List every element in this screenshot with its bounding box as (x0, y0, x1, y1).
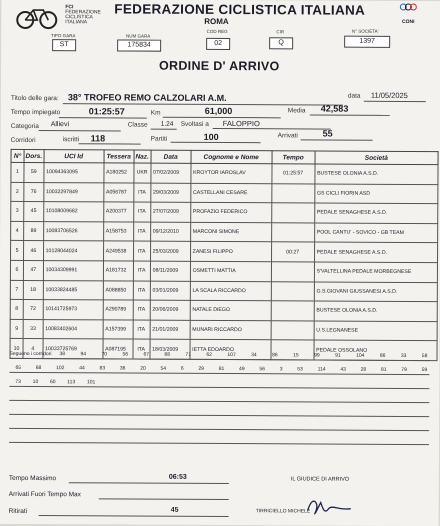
code-label: CIR (276, 29, 285, 35)
uci-id-cell: 10108009682 (43, 202, 103, 222)
team-cell: U.S.LEGNANESE (314, 321, 437, 341)
follower-bib: 34 (251, 352, 257, 359)
followers-line-3 (15, 379, 95, 385)
bib-cell: 76 (24, 182, 44, 202)
rider-name-cell: MUNARI RICCARDO (190, 320, 271, 340)
average-value: 42,583 (320, 103, 349, 114)
uci-id-cell: 10083402604 (43, 319, 103, 339)
federation-city: ROMA (204, 16, 229, 27)
logo-text-line: CICLISTICA (65, 14, 93, 21)
birthdate-cell: 27/07/2009 (150, 202, 190, 222)
rider-name-cell: NATALE DIEGO (190, 300, 271, 320)
column-header: Tessera (104, 150, 134, 163)
average-label: Media (287, 107, 306, 115)
started-value: 100 (203, 131, 219, 142)
time-cell (271, 281, 314, 301)
follower-bib: 113 (67, 379, 76, 386)
team-cell: PEDALE SENAGHESE A.S.D. (314, 203, 437, 223)
column-header: Società (315, 151, 438, 165)
follower-bib: 29 (198, 365, 204, 372)
follower-bib: 58 (421, 353, 428, 360)
coni-label: CONI (401, 18, 415, 26)
follower-bib: 81 (218, 365, 225, 373)
retired-value: 45 (170, 506, 179, 514)
follower-bib: 70 (101, 351, 108, 358)
team-cell: G.S.GIOVANI GIUSSANESI A.S.D. (314, 282, 437, 302)
time-value: 01:25:57 (88, 106, 125, 117)
follower-bib: 56 (122, 351, 129, 358)
license-cell: A087195 (103, 339, 133, 359)
table-row (10, 300, 437, 322)
follower-bib: 73 (15, 378, 21, 385)
judge-label: IL GIUDICE DI ARRIVO (290, 476, 350, 483)
results-table (9, 149, 438, 361)
uci-id-cell: 10033725769 (43, 339, 103, 359)
rider-name-cell: IETTA EDOARDO (190, 340, 271, 360)
follower-bib: 3 (279, 366, 283, 373)
follower-bib: 107 (227, 352, 236, 359)
follower-bib: 86 (272, 352, 278, 359)
rider-name-cell: MARCONI SIMONE (190, 222, 271, 242)
follower-bib: 10 (32, 379, 39, 386)
federation-title: FEDERAZIONE CICLISTICA ITALIANA (114, 1, 366, 18)
max-time-value: 06:53 (168, 473, 187, 481)
table-row (11, 221, 438, 243)
started-label: Partiti (150, 135, 168, 143)
rider-name-cell: CASTELLANI CESARE (190, 183, 271, 203)
logo-text-line: FCI (65, 4, 74, 11)
follower-bib: 81 (380, 366, 387, 373)
nation-cell: ITA (133, 183, 150, 203)
judge-name: TIRRICIELLO MICHELE (255, 508, 311, 515)
riders-label: Corridori (10, 136, 36, 145)
column-header: Data (151, 150, 191, 163)
rider-name-cell: LA SCALA RICCARDO (190, 281, 271, 301)
position-cell: 10 (10, 339, 23, 359)
column-header: Tempo (272, 151, 315, 164)
time-cell: 00:27 (271, 242, 314, 262)
position-cell: 4 (11, 221, 24, 241)
follower-bib: 53 (297, 366, 303, 373)
bib-cell: 47 (23, 260, 43, 280)
rider-name-cell: OSMETTI MATTIA (190, 261, 271, 281)
follower-bib: 56 (259, 366, 265, 373)
arrived-label: Arrivati (277, 132, 298, 140)
column-header: N° (11, 149, 24, 162)
nation-cell: ITA (133, 300, 150, 320)
table-row (10, 260, 437, 282)
code-label: N° SOCIETA' (351, 28, 379, 34)
position-cell: 2 (11, 182, 24, 202)
uci-id-cell: 10128044024 (43, 241, 103, 261)
nation-cell: ITA (133, 241, 150, 261)
km-label: Km (150, 109, 161, 117)
team-cell: BUSTESE OLONIA A.S.D. (314, 301, 437, 321)
follower-bib: 67 (143, 351, 150, 358)
team-cell: BUSTESE OLONIA A.S.D. (315, 164, 438, 184)
time-label: Tempo impiegato (10, 108, 61, 117)
follower-bib: 43 (340, 366, 346, 373)
birthdate-cell: 08/11/2009 (150, 261, 190, 281)
position-cell: 8 (10, 300, 23, 320)
position-cell: 5 (11, 241, 24, 261)
follower-bib: 44 (79, 365, 85, 372)
license-cell: A249538 (103, 241, 133, 261)
uci-id-cell: 10094363095 (44, 163, 104, 183)
uci-id-cell: 10141725973 (43, 300, 103, 320)
olympic-rings-icon (399, 2, 417, 14)
nation-cell: ITA (133, 222, 150, 242)
license-cell: A056787 (103, 182, 133, 202)
circuit-box: Q (269, 37, 293, 49)
position-cell: 1 (11, 162, 24, 182)
follower-bib: 104 (356, 352, 365, 359)
nation-cell: UKR (134, 163, 151, 183)
bib-cell: 59 (24, 162, 44, 182)
time-cell: 01:25:57 (272, 164, 315, 184)
time-cell (271, 183, 314, 203)
registered-label: iscritti (62, 136, 80, 144)
follower-bib: 38 (59, 351, 66, 358)
table-row (11, 241, 438, 263)
position-cell: 9 (10, 319, 23, 339)
place-label: Svoltasi a (180, 120, 209, 128)
nation-cell: ITA (133, 339, 150, 359)
race-title-label: Titolo delle gara: (10, 94, 59, 103)
birthdate-cell: 18/03/2009 (150, 339, 190, 359)
uci-id-cell: 10034309991 (43, 261, 103, 281)
logo-text (65, 5, 101, 25)
table-row (11, 202, 438, 224)
table-row (11, 162, 438, 184)
position-cell: 3 (11, 202, 24, 222)
logo-text-line: FEDERAZIONE (65, 9, 101, 16)
code-label: NUM GARA (126, 33, 151, 39)
table-row (11, 182, 438, 204)
follower-bib: 65 (15, 364, 22, 371)
bib-cell: 46 (24, 241, 44, 261)
time-cell (271, 301, 314, 321)
follower-bib: 54 (160, 365, 167, 372)
birthdate-cell: 03/01/2009 (150, 281, 190, 301)
column-header: Dors. (24, 149, 44, 162)
uci-id-cell: 10033824485 (43, 280, 103, 300)
follower-bib: 88 (164, 351, 171, 358)
race-title-value: 38° TROFEO REMO CALZOLARI A.M. (67, 92, 227, 104)
column-header: UCI Id (44, 150, 104, 163)
registered-value: 118 (90, 133, 106, 144)
follower-bib: 36 (119, 365, 126, 372)
birthdate-cell: 07/02/2009 (151, 163, 191, 183)
follower-bib: 59 (421, 367, 428, 374)
bicycle-logo-icon (13, 4, 63, 30)
follower-bib: 86 (379, 352, 386, 359)
date-label: data (347, 92, 361, 100)
nation-cell: ITA (133, 320, 150, 340)
bib-cell: 18 (23, 280, 43, 300)
follower-bib: 101 (86, 379, 96, 386)
logo-text-line: ITALIANA (65, 19, 88, 26)
team-cell: PEDALE OSSOLANO (314, 340, 437, 360)
time-cell (271, 321, 314, 341)
license-cell: A180252 (104, 163, 134, 183)
position-cell: 6 (10, 260, 23, 280)
fci-logo (13, 4, 63, 30)
bib-cell: 72 (23, 300, 43, 320)
follower-bib: 68 (35, 365, 42, 372)
team-cell: GS CICLI FIORIN ASD (314, 184, 437, 204)
follower-bib: 49 (239, 366, 245, 373)
class-label: Classe (127, 121, 148, 129)
nation-cell: ITA (133, 281, 150, 301)
column-header: Naz. (134, 150, 151, 163)
out-of-time-label: Arrivati Fuori Tempo Max (8, 490, 81, 499)
bib-cell: 89 (24, 221, 44, 241)
follower-bib: 94 (80, 351, 87, 358)
license-cell: A200377 (103, 202, 133, 222)
rider-name-cell: ZANESI FILIPPO (190, 242, 271, 262)
region-code-box: 02 (206, 38, 230, 50)
follower-bib: 60 (49, 379, 56, 386)
birthdate-cell: 09/12/2010 (150, 222, 190, 242)
class-value: 1.24 (160, 120, 174, 128)
birthdate-cell: 29/03/2009 (150, 183, 190, 203)
follower-bib: 114 (317, 366, 326, 373)
nation-cell: ITA (133, 202, 150, 222)
follower-bib: 71 (185, 351, 192, 358)
race-type-box: ST (52, 39, 76, 51)
table-row (10, 280, 437, 302)
society-number-box: 1397 (344, 36, 390, 48)
license-cell: A181732 (103, 261, 133, 281)
follower-bib: 79 (401, 366, 407, 373)
follower-bib: 33 (400, 352, 407, 359)
column-header: Cognome e Nome (191, 150, 272, 163)
license-cell: A158753 (103, 222, 133, 242)
date-value: 11/05/2025 (370, 90, 408, 100)
follower-bib: 102 (56, 365, 65, 372)
bib-cell: 4 (23, 339, 43, 359)
follower-bib: 91 (335, 352, 341, 359)
team-cell: PEDALE SENAGHESE A.S.D. (314, 242, 437, 262)
place-value: FALOPPIO (222, 119, 260, 129)
follower-bib: 28 (360, 366, 367, 373)
category-label: Categoria (10, 122, 39, 131)
table-row (10, 319, 437, 341)
nation-cell: ITA (133, 261, 150, 281)
time-cell (271, 203, 314, 223)
license-cell: A088850 (103, 280, 133, 300)
license-cell: A290789 (103, 300, 133, 320)
team-cell: POOL CANTU' - SOVICO - GB TEAM (314, 223, 437, 243)
license-cell: A157399 (103, 320, 133, 340)
km-value: 61,000 (204, 105, 233, 117)
judge-signature (305, 496, 355, 523)
follower-bib: 20 (140, 365, 146, 372)
follower-bib: 15 (293, 352, 299, 359)
follower-bib: 99 (314, 352, 320, 359)
birthdate-cell: 21/01/2009 (150, 320, 190, 340)
arrived-value: 55 (322, 128, 333, 139)
follower-bib: 6 (180, 365, 184, 372)
category-value: Allievi (50, 121, 70, 129)
max-time-label: Tempo Massimo (8, 474, 57, 483)
time-cell (271, 223, 314, 243)
birthdate-cell: 20/06/2009 (150, 300, 190, 320)
bib-cell: 33 (23, 319, 43, 339)
race-number-box: 175834 (117, 39, 161, 51)
team-cell: S'VALTELLINA PEDALE MORBEGNESE (314, 262, 437, 282)
time-cell (271, 262, 314, 282)
uci-id-cell: 10083706526 (43, 221, 103, 241)
coni-logo (393, 1, 423, 25)
position-cell: 7 (10, 280, 23, 300)
followers-label: Seguono i corridori (9, 350, 52, 358)
code-label: TIPO GARA (50, 33, 76, 39)
document-title: ORDINE D' ARRIVO (158, 58, 280, 74)
follower-bib: 83 (99, 365, 106, 372)
follower-bib: 62 (206, 351, 212, 358)
retired-label: Ritirati (8, 507, 28, 515)
code-label: COD REG (206, 28, 228, 35)
rider-name-cell: PROFAZIO FEDERICO (190, 203, 271, 223)
uci-id-cell: 10032297849 (43, 182, 103, 202)
birthdate-cell: 25/03/2009 (150, 242, 190, 262)
bib-cell: 45 (24, 202, 44, 222)
rider-name-cell: KROYTOR IAROSLAV (191, 163, 272, 183)
